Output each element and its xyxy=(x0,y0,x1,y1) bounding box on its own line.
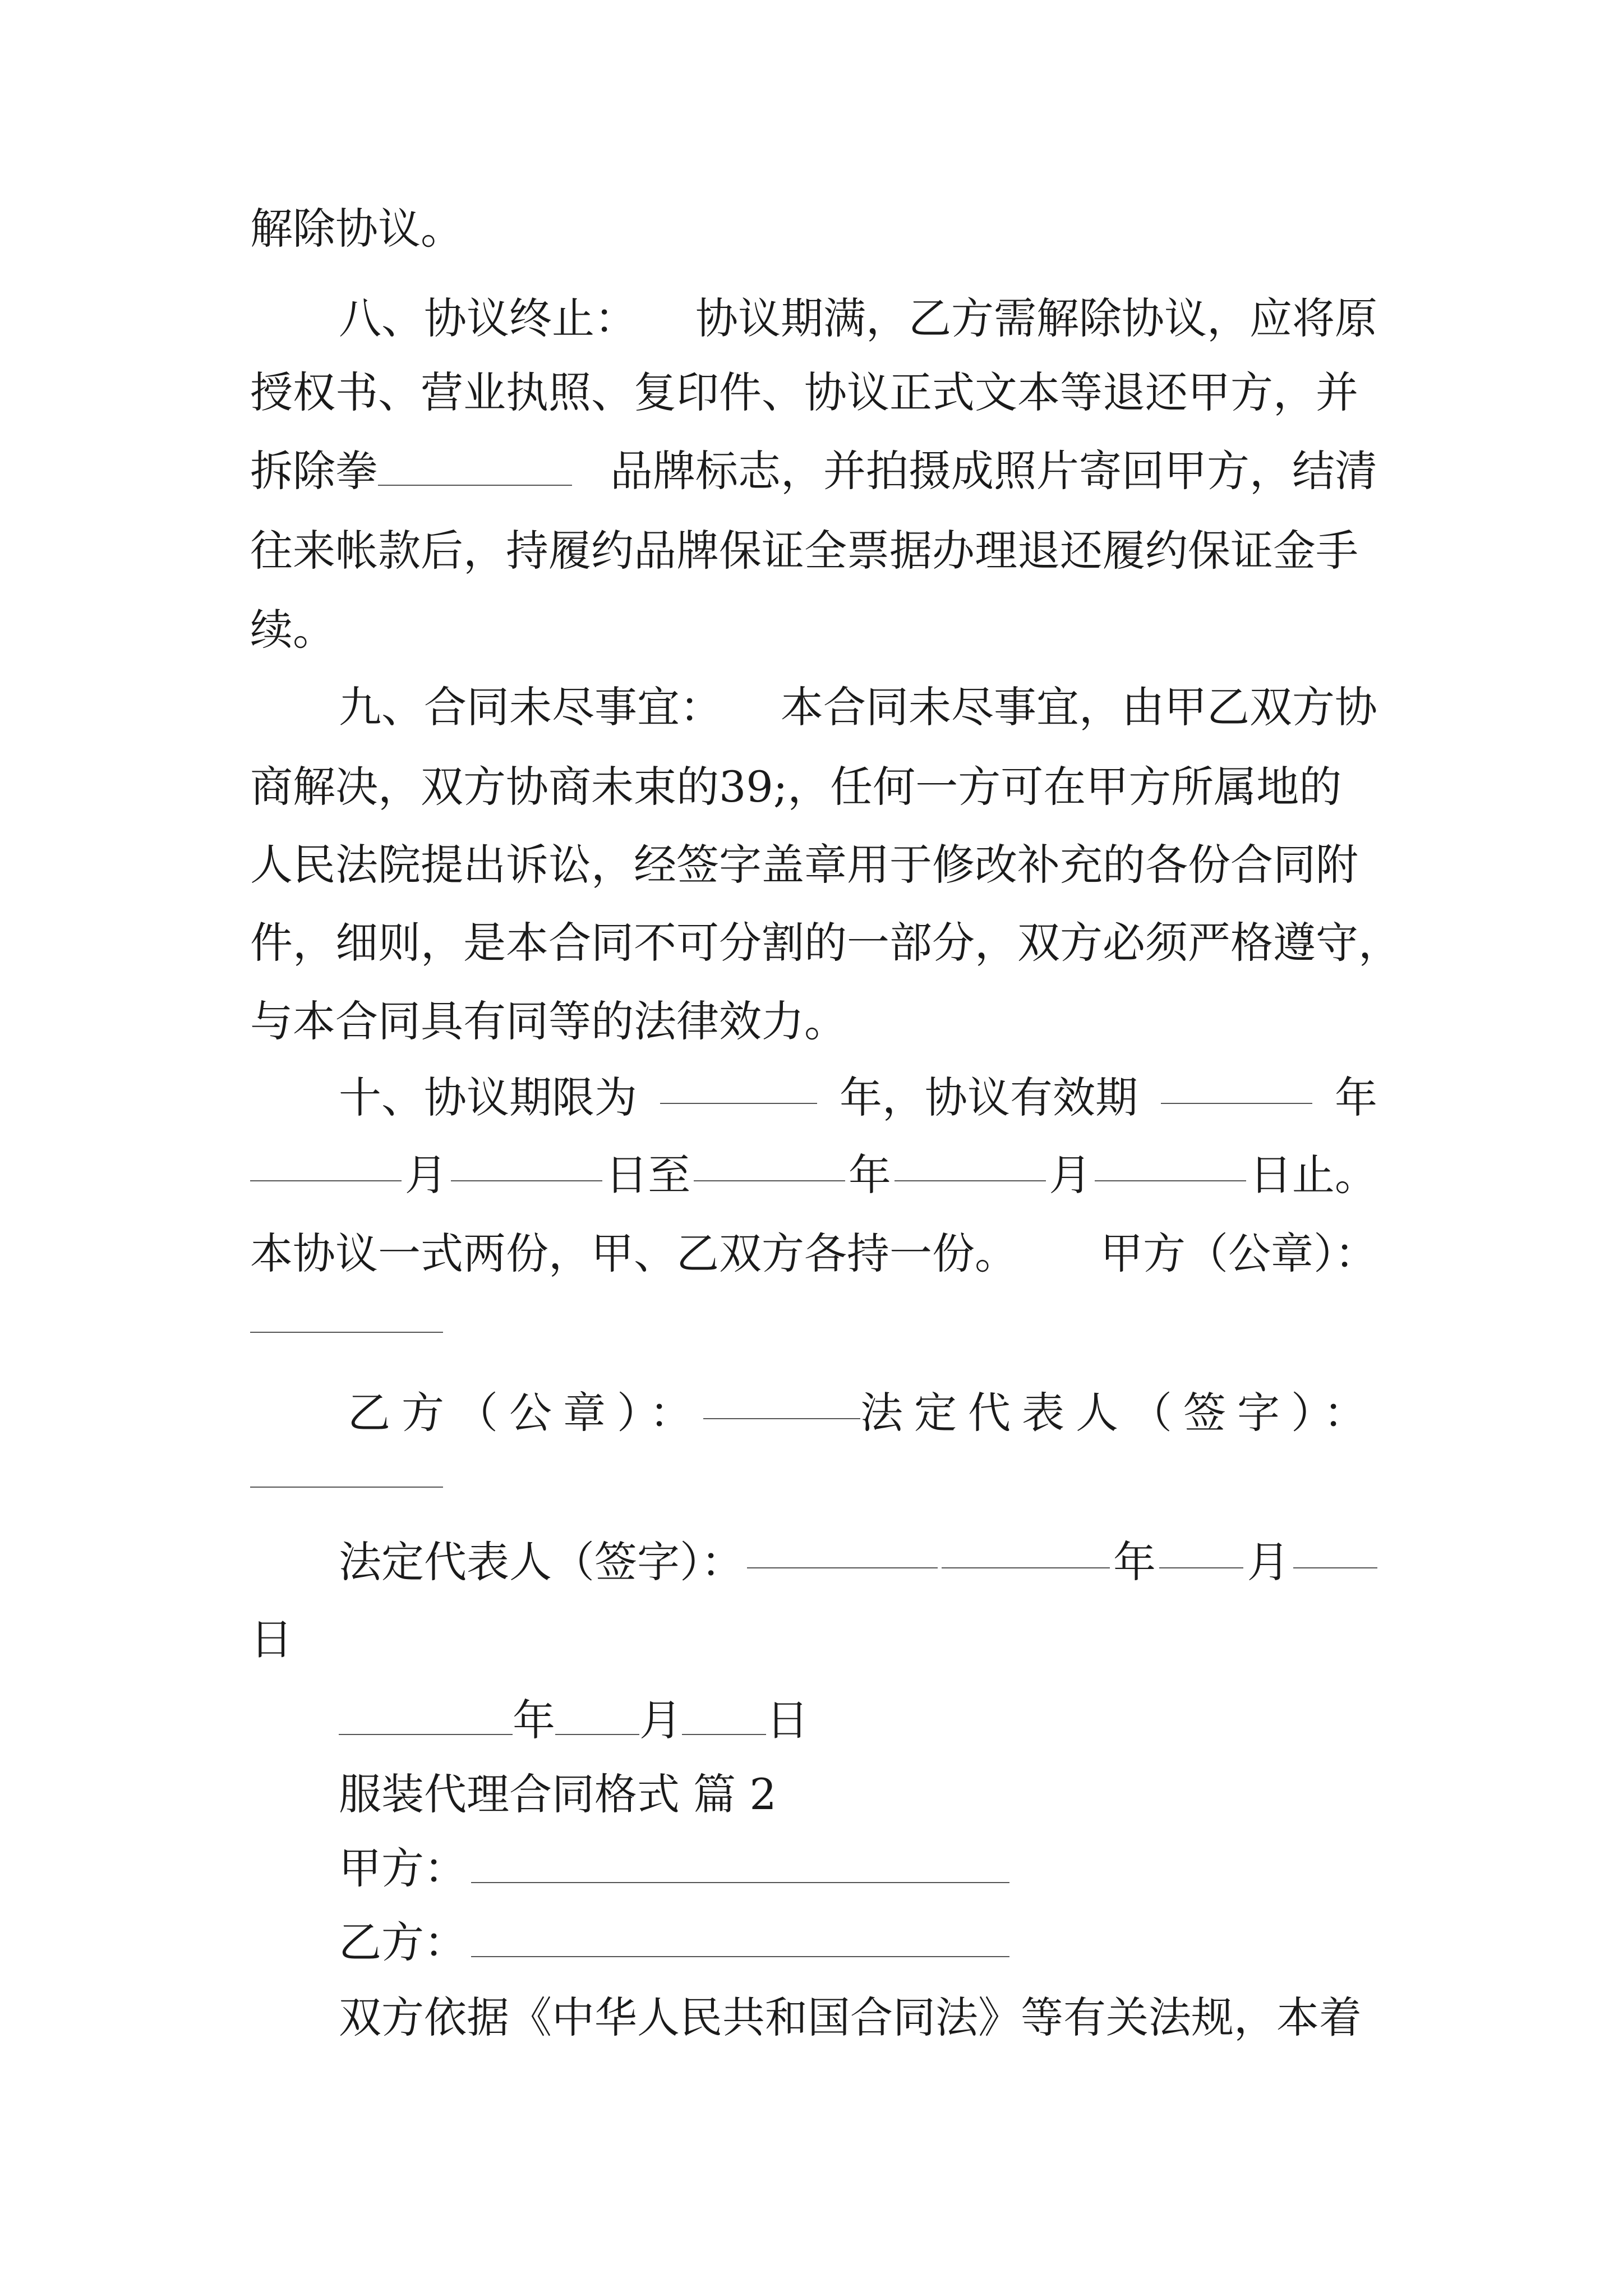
party-a-seal-blank xyxy=(250,1332,443,1333)
text-line: 双方依据《中华人民共和国合同法》等有关法规，本着 xyxy=(339,1993,1362,2042)
start-month-blank xyxy=(250,1144,402,1181)
date-line: 年 月 日 xyxy=(339,1690,1377,1751)
party-b-line: 乙方： xyxy=(339,1912,1377,1973)
date-month-blank xyxy=(555,1698,639,1735)
party-a-line: 甲方： xyxy=(339,1838,1377,1899)
text-line: 续。 xyxy=(250,605,335,655)
party-b-name-blank xyxy=(471,1920,1009,1957)
validity-dates-line: 月 日至 年 月 日止。 xyxy=(250,1144,1377,1206)
text-line: 解除协议。 xyxy=(250,204,463,254)
section-title: 服装代理合同格式 篇 2 xyxy=(339,1769,777,1819)
party-b-seal-line: 乙方（公章）： 法定代表人（签字）： xyxy=(348,1382,1377,1444)
text-line: 拆除拳 品牌标志，并拍摄成照片寄回甲方，结清 xyxy=(250,446,1377,496)
text-line: 人民法院提出诉讼，经签字盖章用于修改补充的各份合同附 xyxy=(250,840,1358,890)
representative-blank xyxy=(747,1531,938,1568)
party-a-name-blank xyxy=(471,1846,1009,1883)
clause-9-heading-line: 九、合同未尽事宜： 本合同未尽事宜，由甲乙双方协 xyxy=(339,682,1377,732)
end-day-blank xyxy=(1095,1144,1246,1181)
start-day-blank xyxy=(451,1144,602,1181)
clause-10-line: 十、协议期限为 年，协议有效期 年 xyxy=(339,1067,1377,1129)
sign-month-blank xyxy=(1159,1531,1243,1568)
representative-line: 法定代表人（签字）： 年 月 xyxy=(339,1531,1377,1593)
text-line: 往来帐款后，持履约品牌保证全票据办理退还履约保证金手 xyxy=(250,526,1358,576)
end-year-blank xyxy=(694,1144,845,1181)
clause-8-heading-line: 八、协议终止： 协议期满，乙方需解除协议，应将原 xyxy=(339,293,1377,343)
copies-line: 本协议一式两份，甲、乙双方各持一份。 甲方（公章）： xyxy=(250,1228,1377,1278)
text-line: 日 xyxy=(250,1614,293,1664)
date-year-blank xyxy=(339,1698,513,1735)
term-years-blank xyxy=(660,1067,817,1104)
sign-day-blank xyxy=(1293,1531,1377,1568)
date-day-blank xyxy=(682,1698,766,1735)
text-line: 授权书、营业执照、复印件、协议正式文本等退还甲方，并 xyxy=(250,367,1358,417)
start-year-blank xyxy=(1161,1067,1312,1104)
end-month-blank xyxy=(895,1144,1046,1181)
sign-year-blank xyxy=(942,1531,1110,1568)
text-line: 商解决，双方协商未束的39;，任何一方可在甲方所属地的 xyxy=(250,762,1342,812)
text-line: 与本合同具有同等的法律效力。 xyxy=(250,996,847,1046)
representative-signature-blank xyxy=(250,1487,443,1488)
party-b-seal-blank xyxy=(703,1382,860,1419)
brand-name-blank xyxy=(378,449,572,486)
text-line: 件，细则，是本合同不可分割的一部分，双方必须严格遵守， xyxy=(250,918,1401,968)
